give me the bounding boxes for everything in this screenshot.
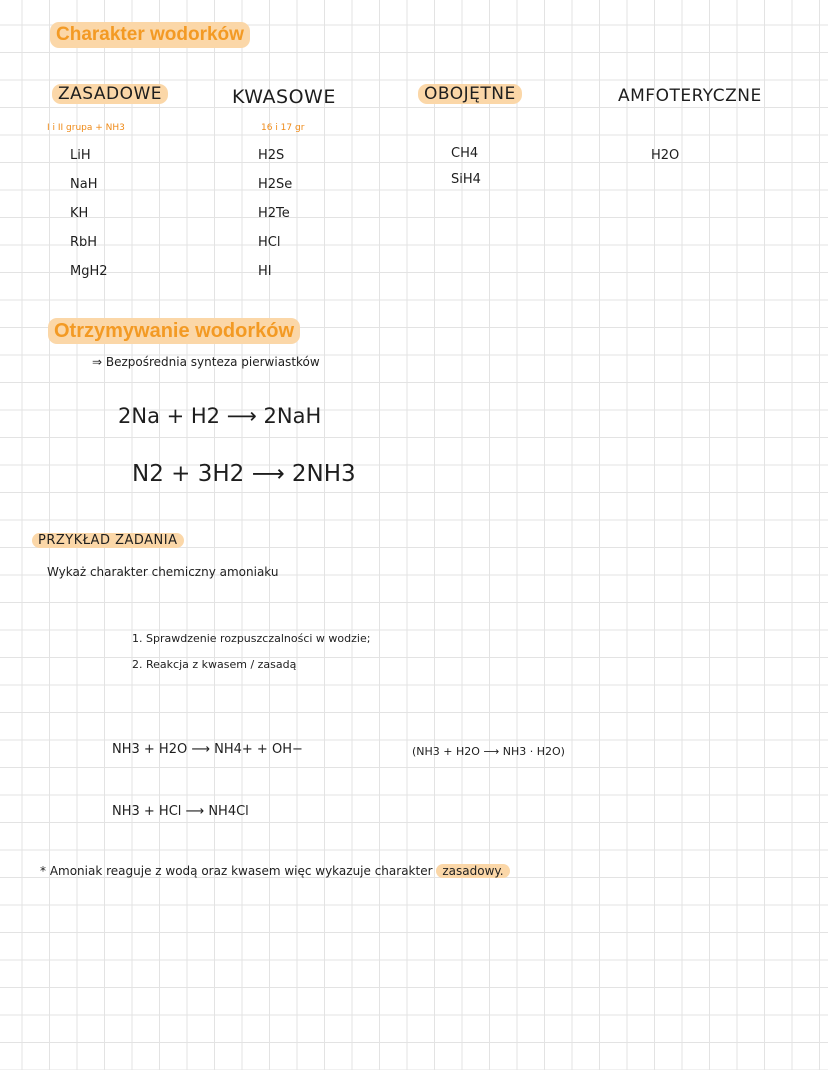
list-item: CH4 [451,146,479,161]
synthesis-bullet [92,355,320,369]
list-item: SiH4 [451,172,481,187]
arrow-icon: ⟶ [191,742,215,757]
list-item: HCl [258,235,281,250]
equation-2 [112,804,249,819]
arrow-icon: ⟶ [483,745,503,758]
reaction-1-lhs: 2Na + H2 [118,404,221,428]
list-item: H2Te [258,206,290,221]
neutral-hydride-list [451,141,481,193]
equation-1 [112,742,303,757]
basic-hydride-list [70,141,108,286]
list-item: MgH2 [70,264,108,279]
reaction-2-lhs: N2 + 3H2 [132,461,245,487]
reaction-2 [132,461,356,487]
equation-1-rhs: NH4+ + OH− [214,742,303,757]
equation-1-lhs: NH3 + H2O [112,742,188,757]
equation-2-rhs: NH4Cl [208,804,249,819]
example-steps [132,626,370,678]
equation-1-alt-rhs: NH3 · H2O) [502,745,565,758]
equation-1-alt-lhs: (NH3 + H2O [412,745,480,758]
column-header-basic: ZASADOWE [52,84,168,104]
arrow-icon: ⟶ [226,404,264,428]
reaction-1-rhs: 2NaH [263,404,322,428]
equation-1-alternative [412,745,565,758]
reaction-1 [118,404,321,428]
step-1: 1. Sprawdzenie rozpuszczalności w wodzie; [132,632,371,645]
arrow-icon: ⟶ [251,461,292,487]
list-item: H2S [258,148,285,163]
conclusion [40,864,510,878]
amphoteric-hydride-list [651,141,679,170]
list-item: RbH [70,235,98,250]
basic-column-note: I i II grupa + NH3 [47,123,125,133]
list-item: HI [258,264,272,279]
acidic-hydride-list [258,141,292,286]
bullet-arrow-icon: ⇒ [92,355,106,369]
column-header-acidic: KWASOWE [232,86,336,108]
example-task: Wykaż charakter chemiczny amoniaku [47,565,279,579]
list-item: NaH [70,177,98,192]
arrow-icon: ⟶ [185,804,209,819]
step-2: 2. Reakcja z kwasem / zasadą [132,658,297,671]
list-item: LiH [70,148,91,163]
equation-2-lhs: NH3 + HCl [112,804,182,819]
section-title-hydride-character: Charakter wodorków [50,22,250,48]
column-header-neutral: OBOJĘTNE [418,84,522,104]
reaction-2-rhs: 2NH3 [291,461,356,487]
acidic-column-note: 16 i 17 gr [261,123,305,133]
list-item: H2O [651,148,680,163]
example-heading: PRZYKŁAD ZADANIA [32,533,184,548]
conclusion-highlight: zasadowy. [436,864,509,878]
conclusion-text: * Amoniak reaguje z wodą oraz kwasem więc wykazuje charakter [40,864,433,878]
list-item: H2Se [258,177,293,192]
list-item: KH [70,206,89,221]
column-header-amphoteric: AMFOTERYCZNE [618,86,762,106]
synthesis-bullet-text: Bezpośrednia synteza pierwiastków [105,355,320,369]
section-title-obtaining-hydrides: Otrzymywanie wodorków [48,318,300,344]
